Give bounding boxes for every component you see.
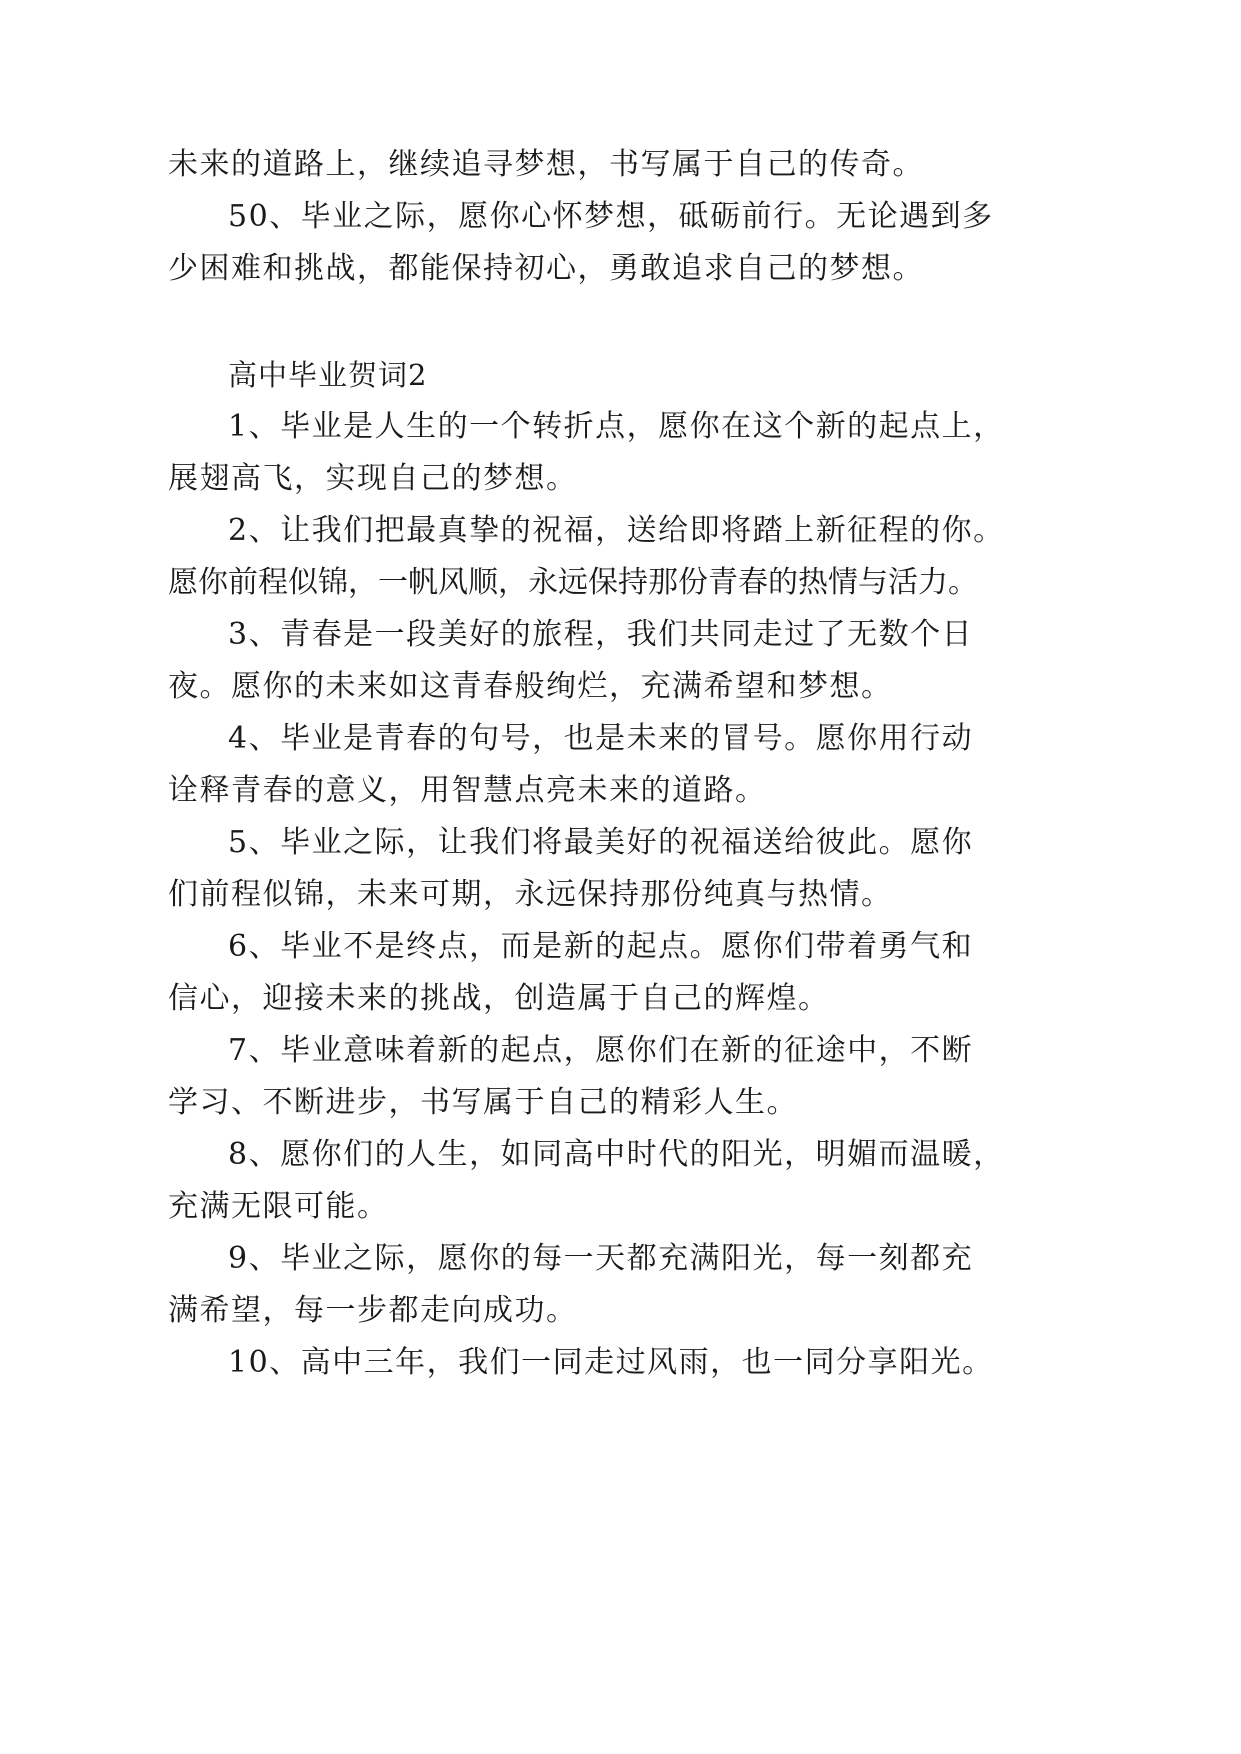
list-item-2-line-1: 2、让我们把最真挚的祝福，送给即将踏上新征程的你。 xyxy=(228,513,1005,548)
list-item-2-line-2: 愿你前程似锦，一帆风顺，永远保持那份青春的热情与活力。 xyxy=(168,565,978,600)
list-item-4-line-1: 4、毕业是青春的句号，也是未来的冒号。愿你用行动 xyxy=(228,721,974,756)
text-line: 未来的道路上，继续追寻梦想，书写属于自己的传奇。 xyxy=(168,147,924,182)
list-item-50-line-2: 少困难和挑战，都能保持初心，勇敢追求自己的梦想。 xyxy=(168,251,924,286)
list-item-7-line-2: 学习、不断进步，书写属于自己的精彩人生。 xyxy=(168,1085,798,1120)
list-item-3-line-1: 3、青春是一段美好的旅程，我们共同走过了无数个日 xyxy=(228,617,974,652)
list-item-8-line-2: 充满无限可能。 xyxy=(168,1189,389,1224)
list-item-4-line-2: 诠释青春的意义，用智慧点亮未来的道路。 xyxy=(168,773,767,808)
list-item-1-line-1: 1、毕业是人生的一个转折点，愿你在这个新的起点上， xyxy=(228,409,1005,444)
list-item-3-line-2: 夜。愿你的未来如这青春般绚烂，充满希望和梦想。 xyxy=(168,669,893,704)
list-item-1-line-2: 展翅高飞，实现自己的梦想。 xyxy=(168,461,578,496)
list-item-10-line-1: 10、高中三年，我们一同走过风雨，也一同分享阳光。 xyxy=(228,1345,994,1380)
list-item-5-line-1: 5、毕业之际，让我们将最美好的祝福送给彼此。愿你 xyxy=(228,825,974,860)
list-item-50-line-1: 50、毕业之际，愿你心怀梦想，砥砺前行。无论遇到多 xyxy=(228,199,994,234)
list-item-6-line-1: 6、毕业不是终点，而是新的起点。愿你们带着勇气和 xyxy=(228,929,974,964)
section-heading: 高中毕业贺词2 xyxy=(228,358,428,392)
list-item-9-line-2: 满希望，每一步都走向成功。 xyxy=(168,1293,578,1328)
list-item-6-line-2: 信心，迎接未来的挑战，创造属于自己的辉煌。 xyxy=(168,981,830,1016)
list-item-8-line-1: 8、愿你们的人生，如同高中时代的阳光，明媚而温暖， xyxy=(228,1137,1005,1172)
list-item-5-line-2: 们前程似锦，未来可期，永远保持那份纯真与热情。 xyxy=(168,877,893,912)
list-item-9-line-1: 9、毕业之际，愿你的每一天都充满阳光，每一刻都充 xyxy=(228,1241,974,1276)
list-item-7-line-1: 7、毕业意味着新的起点，愿你们在新的征途中，不断 xyxy=(228,1033,974,1068)
